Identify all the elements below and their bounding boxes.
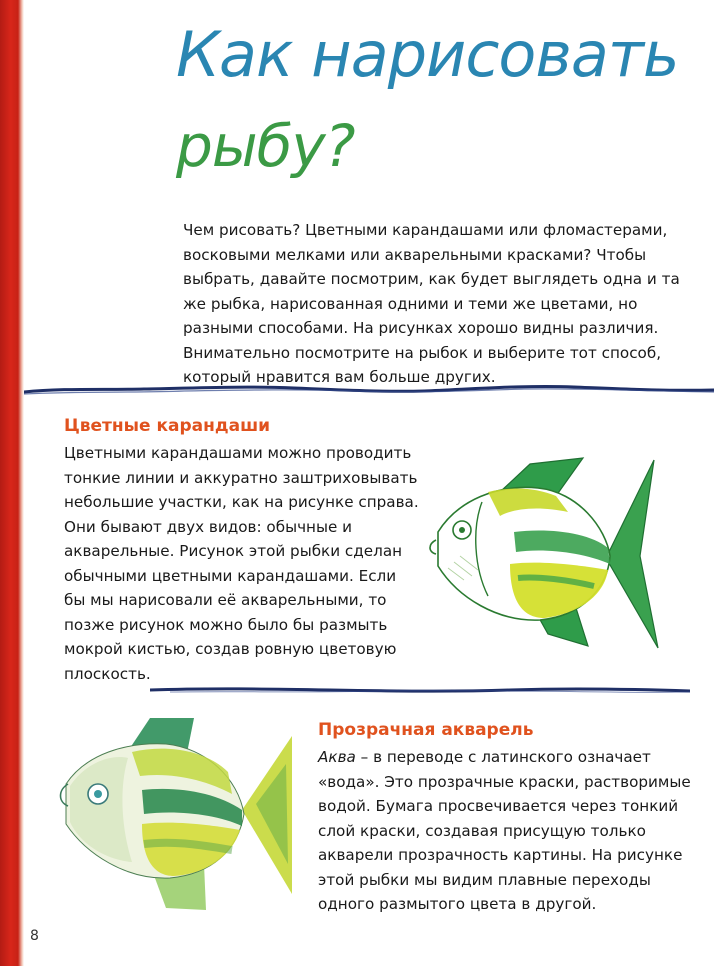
- intro-paragraph: Чем рисовать? Цветными карандашами или фломастерами, восковыми мелками или акварельными красками? Чтобы выбрать, давайте посмотрим, как будет выглядеть одна и та же рыбка, нарисованная одними и теми же цветами, но разными способами. На рисунках хорошо видны различия. Внимательно посмотрите на рыбок и выберите тот способ, который нравится вам больше других.: [183, 221, 680, 386]
- wave-divider-2: [150, 680, 690, 700]
- page-number: 8: [30, 928, 39, 944]
- wave-divider-1: [24, 378, 714, 402]
- section-text-watercolor-em: Аква: [318, 748, 356, 766]
- section-text-watercolor: [318, 745, 698, 917]
- page-title-line1: Как нарисовать: [176, 18, 679, 91]
- section-text-watercolor-body: – в переводе с латинского означает «вода». Это прозрачные краски, растворимые водой. Бумага просвечивается через тонкий слой краски, создавая присущую только акварели прозрачность картины. На рисунке этой рыбки мы видим плавные переходы одного размытого цвета в другой.: [318, 748, 691, 913]
- section-heading-pencils: Цветные карандаши: [64, 416, 271, 436]
- pencil-fish-drawing: [418, 448, 670, 664]
- section-text-pencils: Цветными карандашами можно проводить тонкие линии и аккуратно заштриховывать небольшие участки, как на рисунке справа. Они бывают двух видов: обычные и акварельные. Рисунок этой рыбки сделан обычными цветными карандашами. Если бы мы нарисовали её акварельными, то позже рисунок можно было бы размыть мокрой кистью, создав ровную цветовую плоскость.: [64, 444, 419, 683]
- page-title-line2: рыбу?: [176, 112, 355, 180]
- section-heading-watercolor: Прозрачная акварель: [318, 720, 534, 740]
- watercolor-fish-drawing: [56, 714, 306, 918]
- red-side-band: [0, 0, 24, 966]
